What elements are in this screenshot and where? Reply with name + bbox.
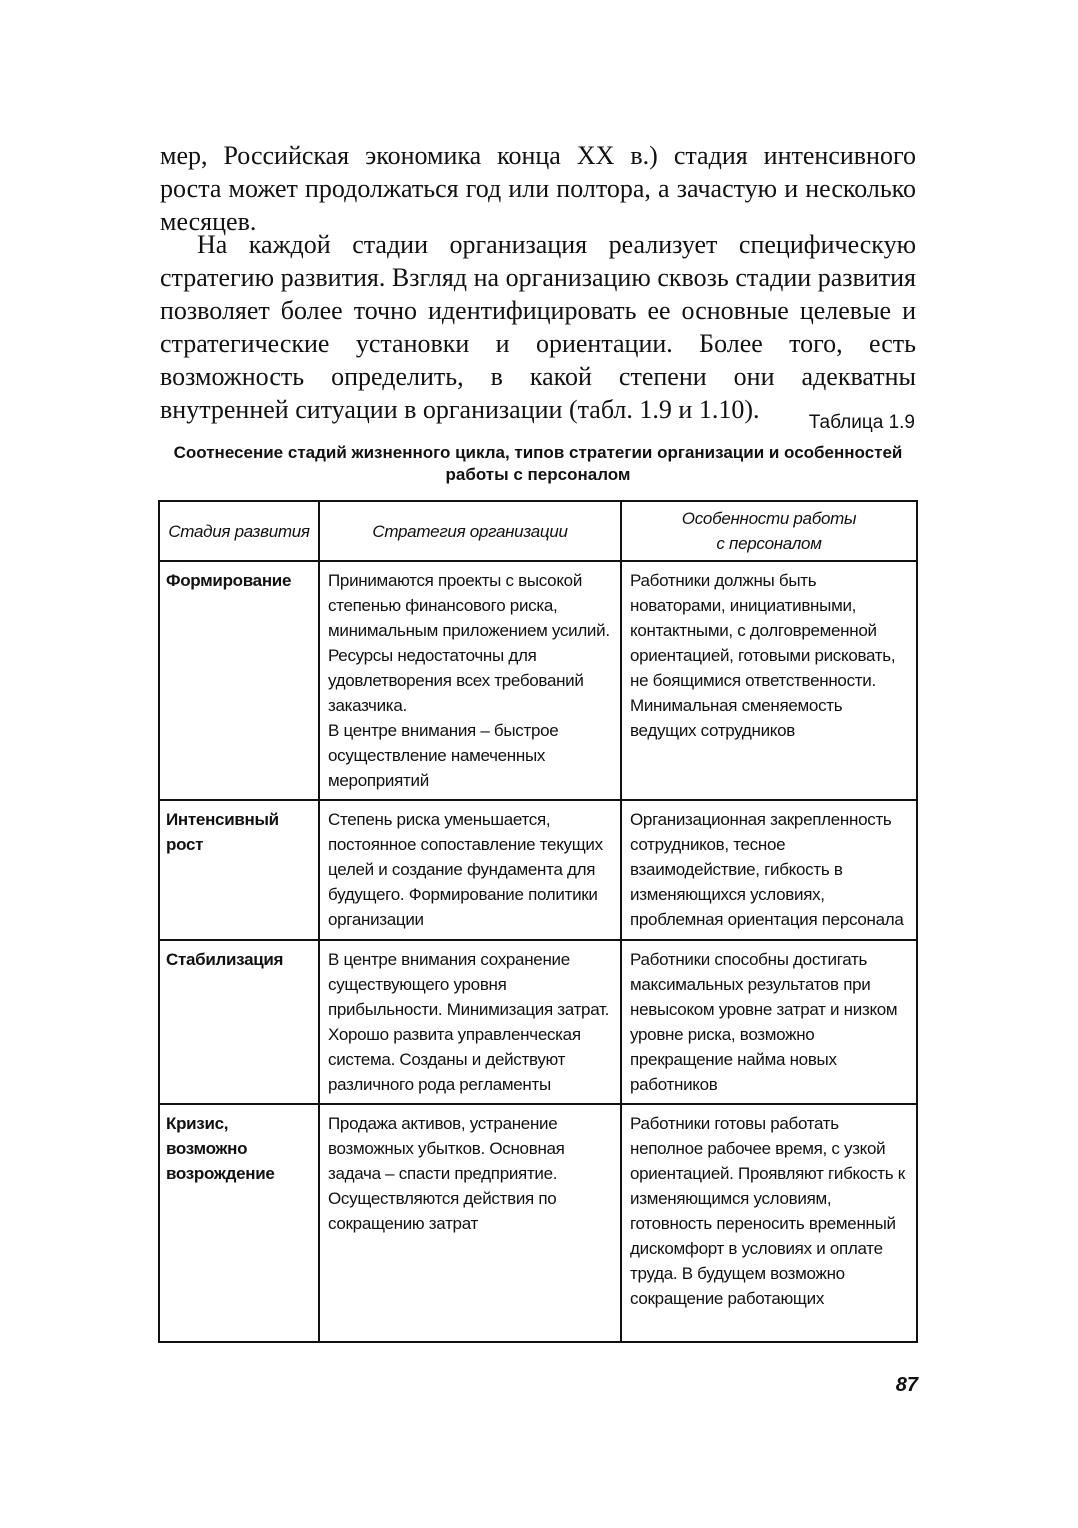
table-row	[159, 1104, 917, 1342]
lifecycle-table	[158, 500, 918, 1343]
table-row	[159, 800, 917, 940]
paragraph: На каждой стадии организация реализует специфическую стратегию развития. Взгляд на организацию сквозь стадии развития позволяет более точно идентифицировать ее основные целевые и стратегические установки и ориентации. Более того, есть возможность определить, в какой степени они адекватны внутренней ситуации в организации (табл. 1.9 и 1.10).	[160, 230, 916, 424]
personnel-cell: Работники готовы работать неполное рабочее время, с узкой ориентацией. Проявляют гибкость к изменяющимся условиям, готовность переносить временный дискомфорт в условиях и оплате труда. В будущем возможно сокращение работающих	[621, 1104, 917, 1342]
stage-cell: Формирование	[159, 561, 319, 800]
paragraph-continuation: мер, Российская экономика конца XX в.) стадия интенсивного роста может продолжаться год или полтора, а зачастую и несколько месяцев.	[160, 141, 916, 236]
strategy-cell: В центре внимания сохранение существующего уровня прибыльности. Минимизация затрат. Хорошо развита управленческая система. Созданы и действуют различного рода регламенты	[319, 940, 621, 1104]
header-personnel: Особенности работы с персоналом	[621, 501, 917, 561]
header-stage: Стадия развития	[159, 501, 319, 561]
table-label: Таблица 1.9	[808, 412, 915, 433]
page-number: 87	[895, 1374, 918, 1396]
table-row	[159, 940, 917, 1104]
stage-cell: Кризис, возможно возрождение	[159, 1104, 319, 1342]
table-header-row	[159, 501, 917, 561]
table-caption: Соотнесение стадий жизненного цикла, типов стратегии организации и особенностей работы с персоналом	[173, 443, 903, 484]
strategy-cell: Степень риска уменьшается, постоянное сопоставление текущих целей и создание фундамента для будущего. Формирование политики организации	[319, 800, 621, 940]
header-strategy: Стратегия организации	[319, 501, 621, 561]
personnel-cell: Организационная закрепленность сотрудников, тесное взаимодействие, гибкость в изменяющихся условиях, проблемная ориентация персонала	[621, 800, 917, 940]
personnel-cell: Работники способны достигать максимальных результатов при невысоком уровне затрат и низком уровне риска, возможно прекращение найма новых работников	[621, 940, 917, 1104]
stage-cell: Стабилизация	[159, 940, 319, 1104]
strategy-cell: Продажа активов, устранение возможных убытков. Основная задача – спасти предприятие. Осуществляются действия по сокращению затрат	[319, 1104, 621, 1342]
strategy-cell: Принимаются проекты с высокой степенью финансового риска, минимальным приложением усилий. Ресурсы недостаточны для удовлетворения всех требований заказчика. В центре внимания – быстрое осуществление намеченных мероприятий	[319, 561, 621, 800]
table-row	[159, 561, 917, 800]
stage-cell: Интенсивный рост	[159, 800, 319, 940]
personnel-cell: Работники должны быть новаторами, инициативными, контактными, с долговременной ориентацией, готовыми рисковать, не боящимися ответственности. Минимальная сменяемость ведущих сотрудников	[621, 561, 917, 800]
